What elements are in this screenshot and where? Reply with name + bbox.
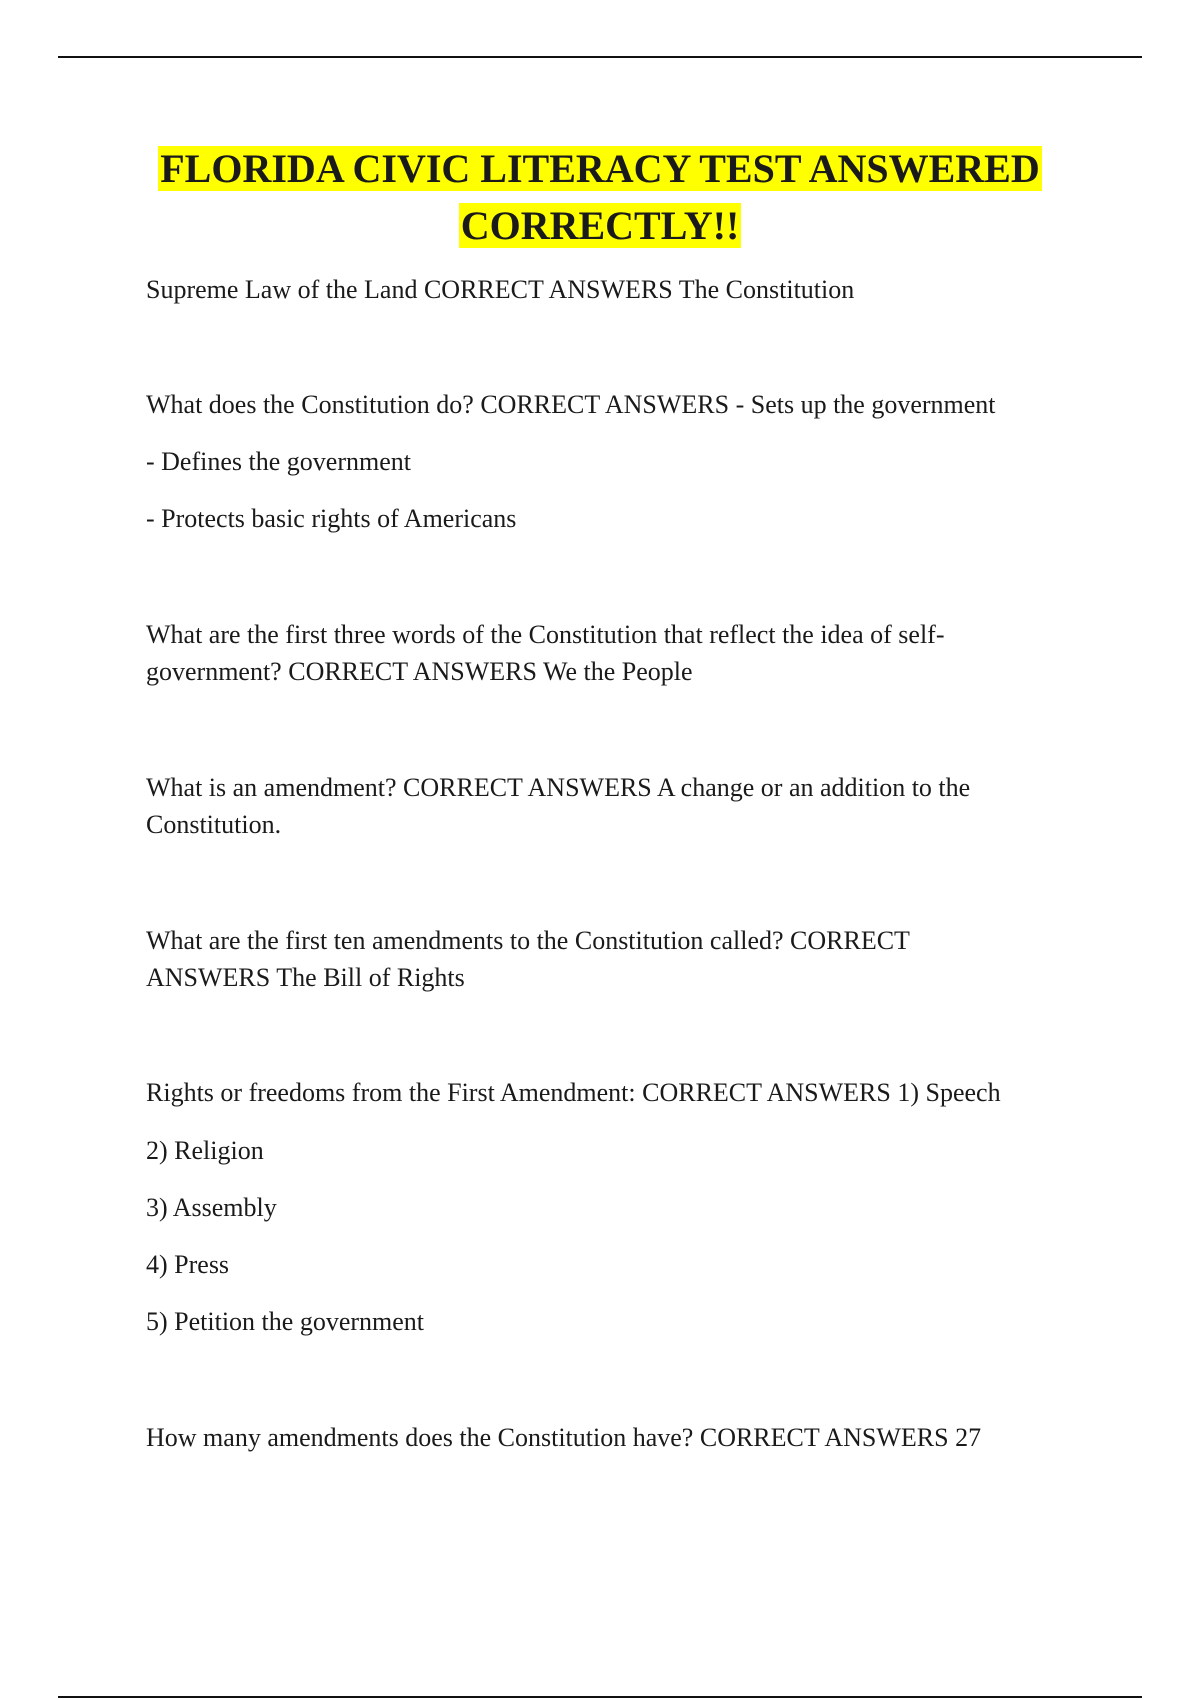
qa-amendment-line-2: Constitution. (146, 810, 282, 839)
answer-item: - Defines the government (146, 447, 411, 476)
bottom-rule (58, 1696, 1142, 1698)
qa-first-amendment: Rights or freedoms from the First Amendment: CORRECT ANSWERS 1) Speech (146, 1078, 1001, 1107)
qa-amendment-line-1: What is an amendment? CORRECT ANSWERS A change or an addition to the (146, 773, 971, 802)
answer-item: 3) Assembly (146, 1193, 277, 1222)
qa-first-three-words-line-1: What are the first three words of the Constitution that reflect the idea of self- (146, 620, 945, 649)
qa-bill-of-rights-line-1: What are the first ten amendments to the Constitution called? CORRECT (146, 926, 910, 955)
answer-item: - Protects basic rights of Americans (146, 504, 517, 533)
top-rule (58, 56, 1142, 58)
answer-item: 2) Religion (146, 1136, 264, 1165)
answer-item: 5) Petition the government (146, 1307, 425, 1336)
answer-item: 4) Press (146, 1250, 230, 1279)
qa-supreme-law: Supreme Law of the Land CORRECT ANSWERS The Constitution (146, 275, 855, 304)
document-title (100, 140, 1100, 254)
title-line-1: FLORIDA CIVIC LITERACY TEST ANSWERED (160, 146, 1040, 191)
qa-number-of-amendments: How many amendments does the Constitution have? CORRECT ANSWERS 27 (146, 1423, 982, 1452)
qa-bill-of-rights-line-2: ANSWERS The Bill of Rights (146, 963, 465, 992)
qa-constitution-purpose: What does the Constitution do? CORRECT ANSWERS - Sets up the government (146, 390, 996, 419)
qa-first-three-words-line-2: government? CORRECT ANSWERS We the People (146, 657, 693, 686)
title-line-2: CORRECTLY!! (460, 203, 740, 248)
